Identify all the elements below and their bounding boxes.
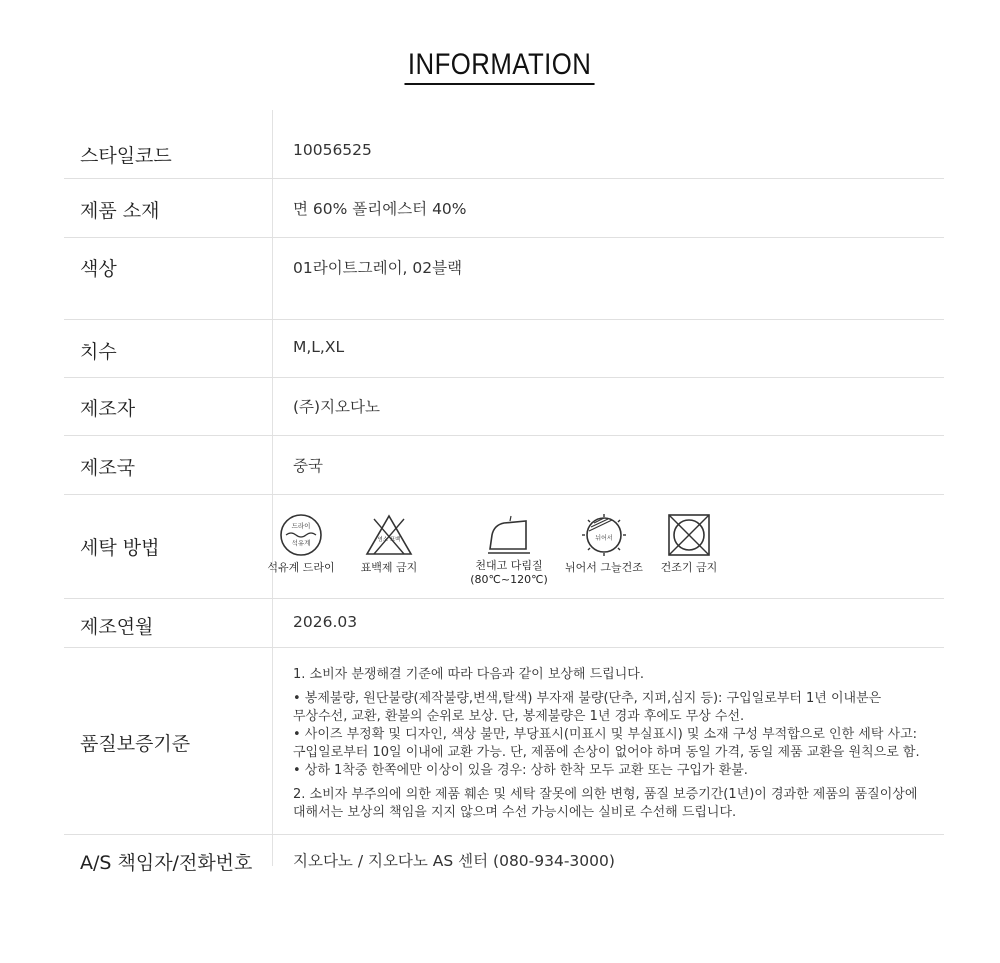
warranty-line: 대해서는 보상의 책임을 지지 않으며 수선 가능시에는 실비로 수선해 드립니다. bbox=[293, 805, 737, 820]
care-item-no-bleach bbox=[341, 513, 437, 575]
page-title-text: INFORMATION bbox=[405, 48, 595, 85]
warranty-line: • 봉제불량, 원단불량(제작불량,변색,탈색) 부자재 불량(단추, 지퍼,심지 등): 구입일로부터 1년 이내분은 bbox=[293, 691, 882, 706]
warranty-line: 2. 소비자 부주의에 의한 제품 훼손 및 세탁 잘못에 의한 변형, 품질 보증기간(1년)이 경과한 제품의 품질이상에 bbox=[293, 787, 918, 802]
row-label: 제조자 bbox=[80, 398, 136, 420]
care-caption: 석유계 드라이 bbox=[267, 561, 335, 574]
shade-dry-flat-icon bbox=[580, 513, 628, 557]
care-caption-temp: (80℃~120℃) bbox=[470, 573, 548, 586]
row-manufacturer bbox=[64, 378, 944, 436]
no-tumble-dry-icon bbox=[666, 513, 712, 557]
dry-clean-petroleum-icon bbox=[278, 513, 324, 557]
row-label: 제조연월 bbox=[80, 616, 154, 638]
care-item-dry-clean bbox=[253, 513, 349, 575]
row-label: 스타일코드 bbox=[80, 145, 172, 167]
iron-cloth-icon bbox=[484, 513, 534, 557]
no-bleach-icon bbox=[364, 513, 414, 557]
warranty-line: 구입일로부터 10일 이내에 교환 가능. 단, 제품에 손상이 없어야 하며 동일 가격, 동일 제품 교환을 원칙으로 함. bbox=[293, 745, 920, 760]
row-value: 지오다노 / 지오다노 AS 센터 (080-934-3000) bbox=[293, 852, 615, 870]
care-icon-text: 염소 표백 bbox=[377, 537, 401, 543]
row-value: 01라이트그레이, 02블랙 bbox=[293, 259, 463, 277]
care-icon-text-bottom: 석유계 bbox=[291, 539, 311, 547]
row-value: 중국 bbox=[293, 457, 323, 475]
row-value: M,L,XL bbox=[293, 338, 345, 356]
row-warranty bbox=[64, 648, 944, 835]
care-item-shade-dry bbox=[556, 513, 652, 575]
row-label: A/S 책임자/전화번호 bbox=[80, 852, 253, 874]
row-as-contact bbox=[64, 835, 944, 874]
row-label: 치수 bbox=[80, 341, 117, 363]
row-country bbox=[64, 436, 944, 495]
row-value: 면 60% 폴리에스터 40% bbox=[293, 200, 467, 218]
care-caption: 천대고 다림질 bbox=[475, 559, 543, 572]
row-value: 10056525 bbox=[293, 141, 372, 159]
row-value: 2026.03 bbox=[293, 613, 358, 631]
care-caption: 건조기 금지 bbox=[660, 561, 718, 574]
warranty-text bbox=[293, 666, 920, 822]
row-label: 제조국 bbox=[80, 457, 136, 479]
care-icon-text: 뉘어서 bbox=[595, 535, 613, 542]
warranty-line: • 상하 1착중 한쪽에만 이상이 있을 경우: 상하 한착 모두 교환 또는 구입가 환불. bbox=[293, 763, 748, 778]
row-value: (주)지오다노 bbox=[293, 398, 380, 416]
row-label: 색상 bbox=[80, 258, 117, 280]
row-label: 품질보증기준 bbox=[80, 733, 191, 755]
row-style-code bbox=[64, 124, 944, 179]
care-item-iron bbox=[461, 513, 557, 587]
care-icon-text-top: 드라이 bbox=[291, 522, 311, 530]
row-production-date bbox=[64, 599, 944, 648]
row-material bbox=[64, 179, 944, 238]
warranty-line: • 사이즈 부정확 및 디자인, 색상 불만, 부당표시(미표시 및 부실표시) 및 소재 구성 부적합으로 인한 세탁 사고: bbox=[293, 727, 918, 742]
care-caption: 표백제 금지 bbox=[360, 561, 418, 574]
page-title bbox=[0, 48, 1000, 85]
care-item-no-tumble-dry bbox=[641, 513, 737, 575]
care-caption: 뉘어서 그늘건조 bbox=[565, 561, 643, 574]
row-label: 세탁 방법 bbox=[80, 537, 160, 559]
warranty-line: 무상수선, 교환, 환불의 순위로 보상. 단, 봉제불량은 1년 경과 후에도 무상 수선. bbox=[293, 709, 745, 724]
row-color bbox=[64, 238, 944, 320]
row-size bbox=[64, 320, 944, 378]
warranty-line: 1. 소비자 분쟁해결 기준에 따라 다음과 같이 보상해 드립니다. bbox=[293, 667, 644, 682]
row-label: 제품 소재 bbox=[80, 200, 160, 222]
row-washing bbox=[64, 495, 944, 599]
